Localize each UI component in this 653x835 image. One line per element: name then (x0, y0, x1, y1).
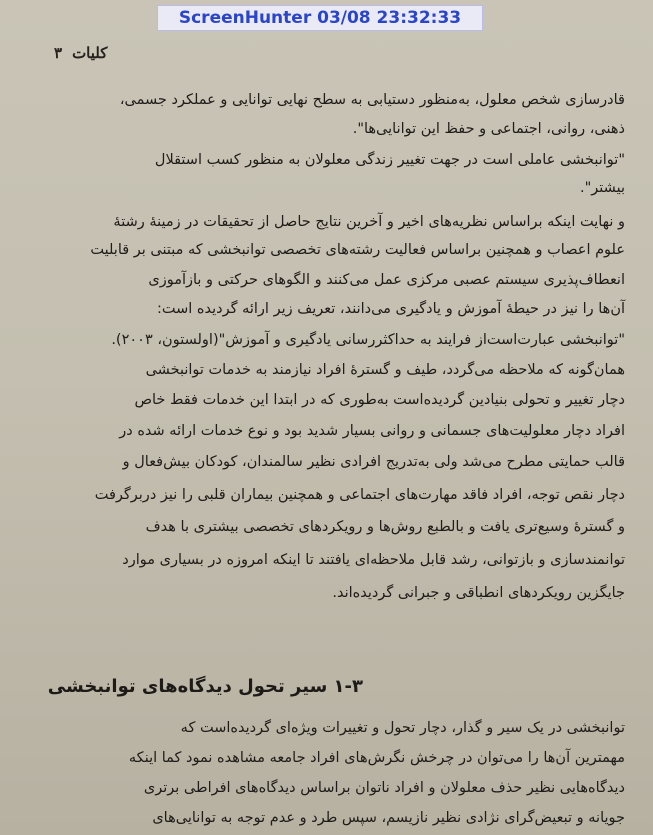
paragraph-line: دچار تغییر و تحولی بنیادین گردیده‌است به‌طوری که در ابتدا این خدمات فقط خاص (134, 392, 625, 408)
paragraph-line: بیشتر". (579, 180, 625, 196)
paragraph-line: علوم اعصاب و همچنین براساس فعالیت رشته‌های تخصصی توانبخشی که مبتنی بر قابلیت (90, 242, 625, 258)
section-line: جویانه و تبعیض‌گرای نژادی نظیر نازیسم، سپس طرد و عدم توجه به توانایی‌های (152, 810, 625, 826)
page-number: ۳ (54, 44, 63, 62)
paragraph-line: قالب حمایتی مطرح می‌شد ولی به‌تدریج افرادی نظیر سالمندان، کودکان بیش‌فعال و (122, 454, 625, 470)
paragraph-line: و نهایت اینکه براساس نظریه‌های اخیر و آخرین نتایج حاصل از تحقیقات در زمینهٔ رشتهٔ (113, 214, 625, 230)
paragraph-line: افراد دچار معلولیت‌های جسمانی و روانی بسیار شدید بود و نوع خدمات ارائه شده در (119, 423, 625, 439)
paragraph-line: توانمندسازی و بازتوانی، رشد قابل ملاحظه‌ای یافتند تا اینکه امروزه در بسیاری موارد (122, 552, 625, 568)
paragraph-line: "توانبخشی عاملی است در جهت تغییر زندگی معلولان به منظور کسب استقلال (154, 152, 625, 168)
paragraph-line: ذهنی، روانی، اجتماعی و حفظ این توانایی‌ها". (352, 121, 625, 137)
paragraph-line: دچار نقص توجه، افراد فاقد مهارت‌های اجتماعی و همچنین بیماران قلبی را نیز دربرگرفت (94, 487, 625, 503)
section-line: مهمترین آن‌ها را می‌توان در چرخش نگرش‌های افراد جامعه مشاهده نمود کما اینکه (128, 750, 625, 766)
section-heading: ۱-۳ سیر تحول دیدگاه‌های توانبخشی (47, 676, 363, 697)
paragraph-line: جایگزین رویکردهای انطباقی و جبرانی گردیده‌اند. (332, 585, 625, 601)
paragraph-line: انعطاف‌پذیری سیستم عصبی مرکزی عمل می‌کنند و الگوهای حرکتی و بازآموزی (148, 272, 625, 288)
paragraph-line: آن‌ها را نیز در حیطهٔ آموزش و یادگیری می‌دانند، تعریف زیر ارائه گردیده است: (156, 301, 625, 317)
screenhunter-watermark: ScreenHunter 03/08 23:32:33 (157, 5, 483, 31)
section-line: دیدگاه‌هایی نظیر حذف معلولان و افراد ناتوان براساس دیدگاه‌های افراطی برتری (143, 780, 625, 796)
paragraph-line: "توانبخشی عبارت‌است‌از فرایند به حداکثررسانی یادگیری و آموزش"(اولستون، ۲۰۰۳). (111, 332, 625, 348)
section-line: توانبخشی در یک سیر و گذار، دچار تحول و تغییرات ویژه‌ای گردیده‌است که (180, 720, 625, 736)
paragraph-line: و گسترهٔ وسیع‌تری یافت و بالطبع روش‌ها و رویکردهای تخصصی بیشتری با هدف (145, 519, 625, 535)
paragraph-line: قادرسازی شخص معلول، به‌منظور دستیابی به سطح نهایی توانایی و عملکرد جسمی، (119, 92, 625, 108)
chapter-title: کلیات (72, 44, 108, 62)
paragraph-line: همان‌گونه که ملاحظه می‌گردد، طیف و گسترهٔ افراد نیازمند به خدمات توانبخشی (145, 362, 625, 378)
page-header (54, 44, 132, 66)
